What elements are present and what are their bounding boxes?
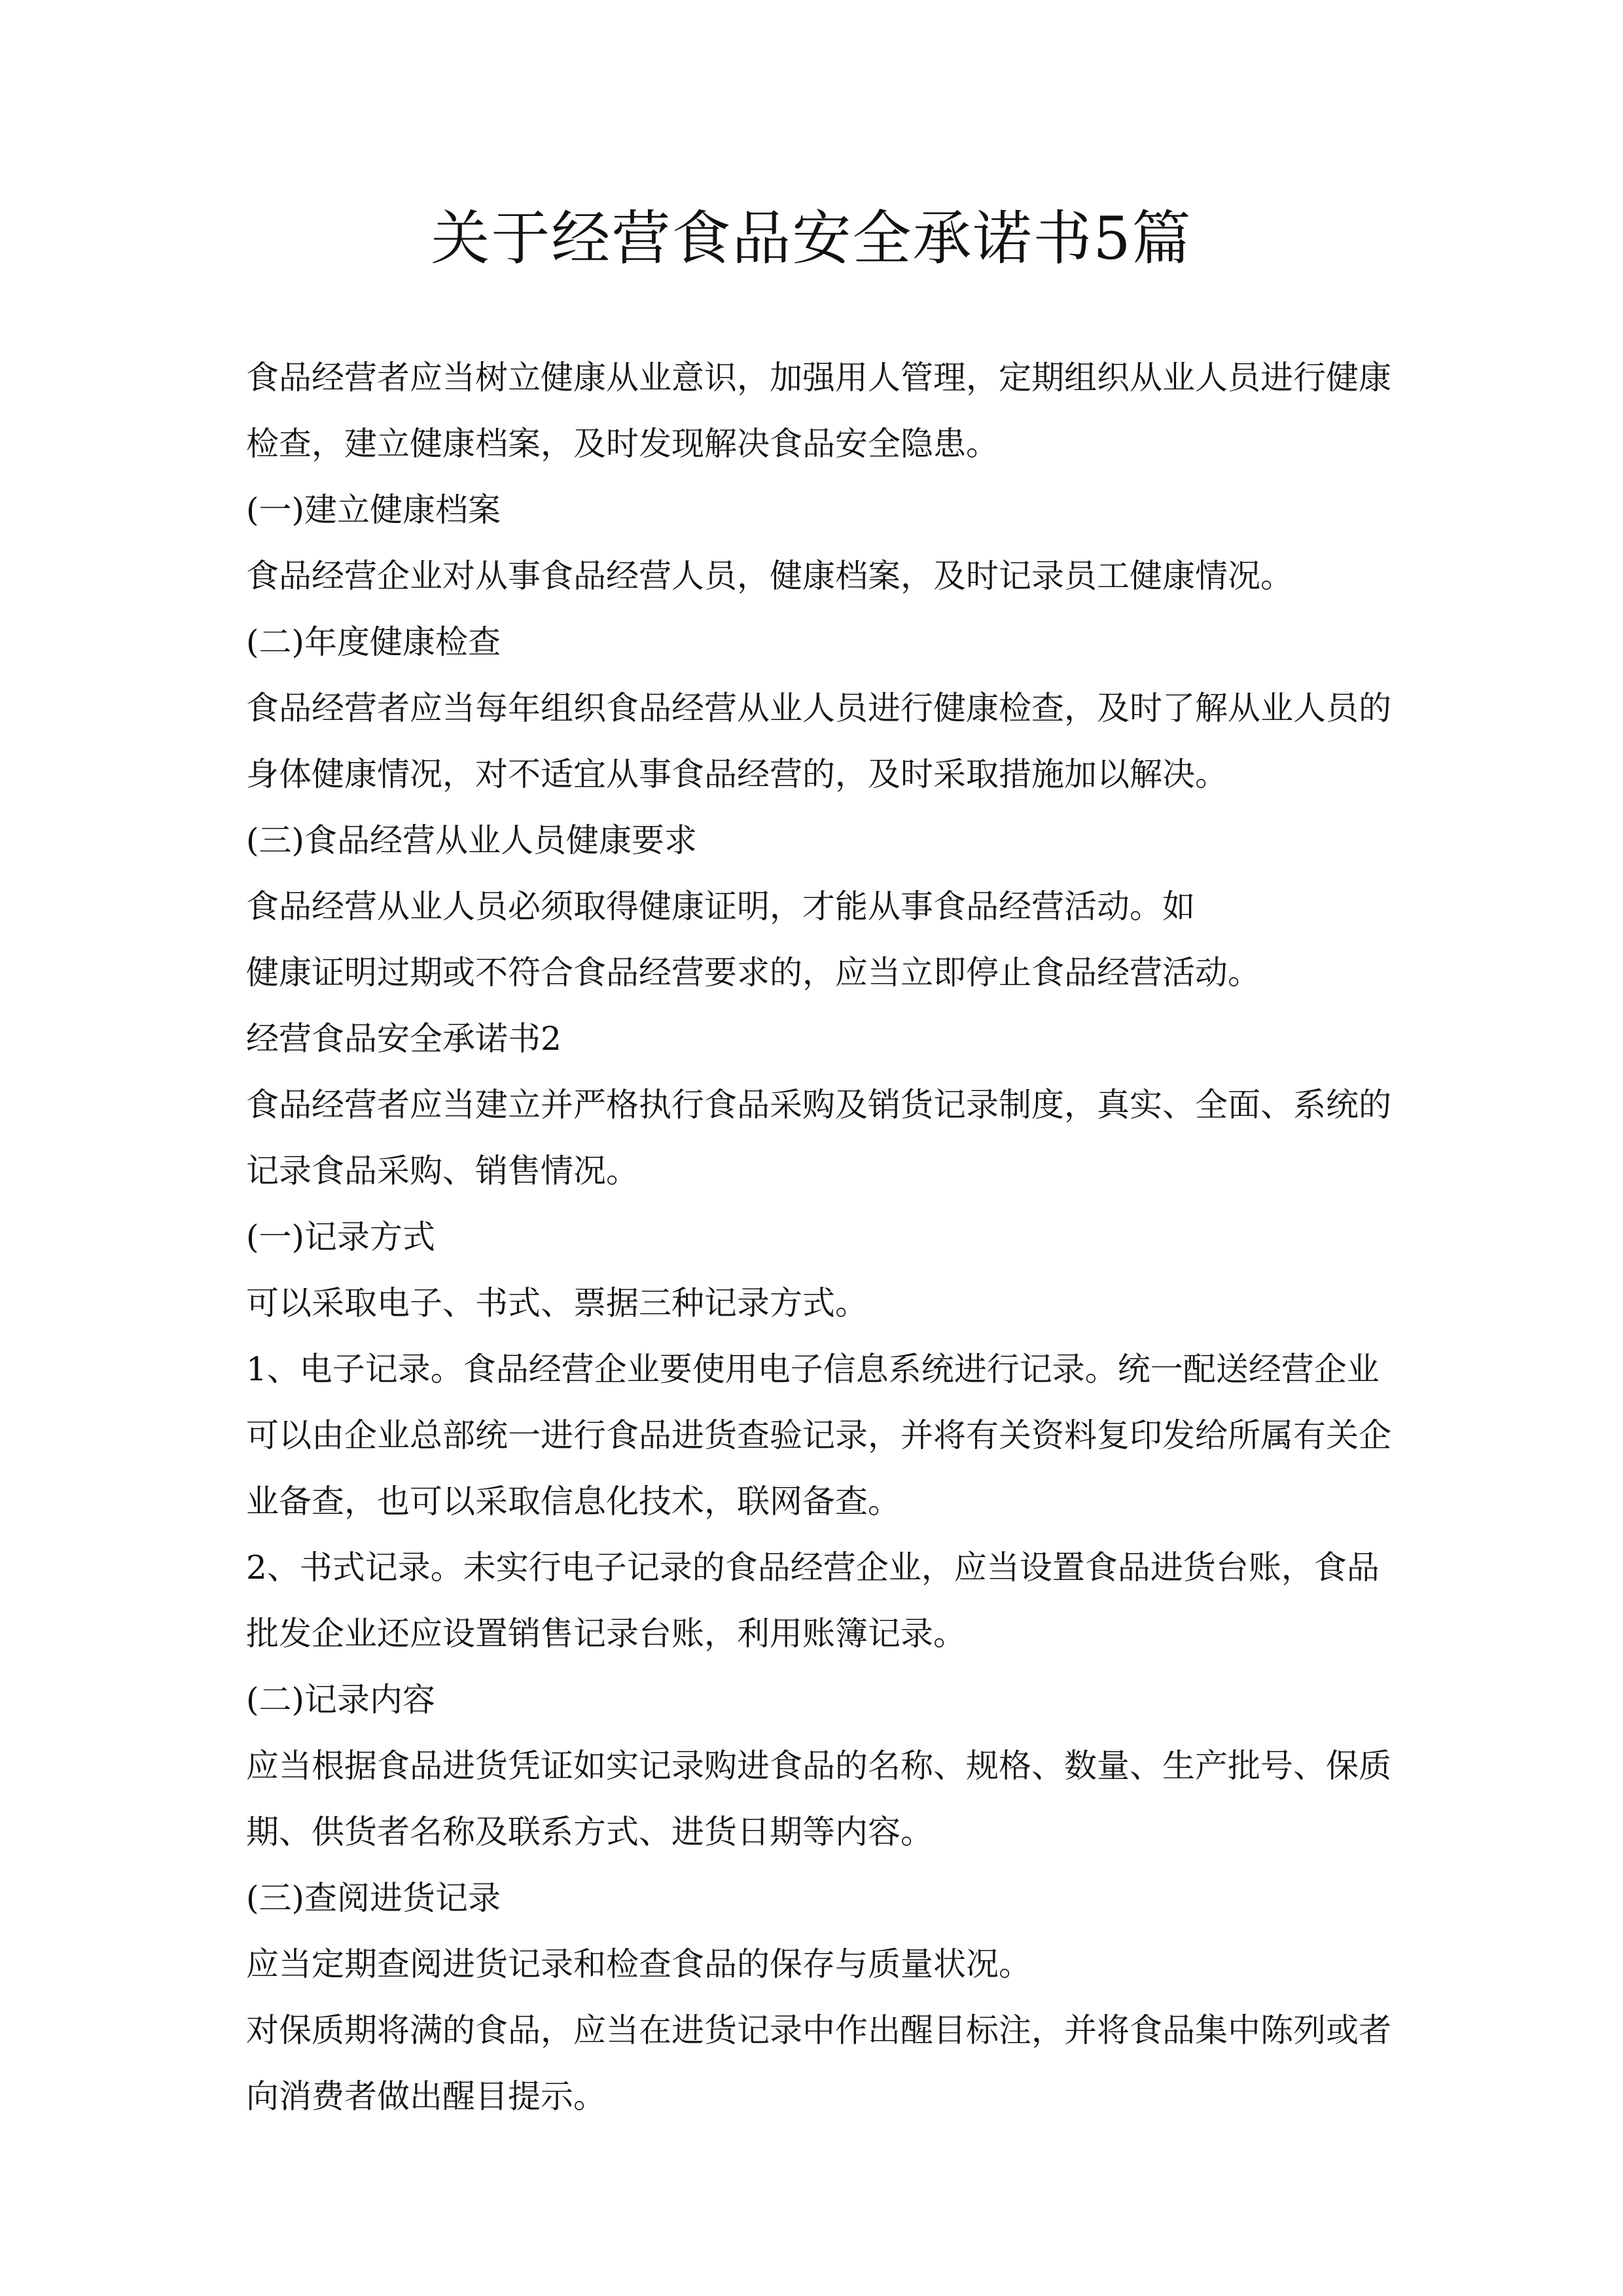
text-line: 应当定期查阅进货记录和检查食品的保存与质量状况。: [246, 1945, 1031, 1983]
text-line: 检查，建立健康档案，及时发现解决食品安全隐患。: [246, 425, 999, 463]
text-line: (二)年度健康检查: [246, 623, 501, 661]
text-line: 食品经营从业人员必须取得健康证明，才能从事食品经营活动。如: [246, 888, 1195, 925]
document-title: 关于经营食品安全承诺书5篇: [431, 204, 1192, 273]
text-line: (二)记录内容: [246, 1681, 436, 1719]
text-line: 身体健康情况，对不适宜从事食品经营的，及时采取措施加以解决。: [246, 755, 1228, 793]
text-line: 批发企业还应设置销售记录台账，利用账簿记录。: [246, 1615, 966, 1653]
text-line: 可以采取电子、书式、票据三种记录方式。: [246, 1284, 868, 1322]
text-line: 业备查，也可以采取信息化技术，联网备查。: [246, 1482, 901, 1520]
text-line: 健康证明过期或不符合食品经营要求的，应当立即停止食品经营活动。: [246, 954, 1260, 992]
text-line: (三)查阅进货记录: [246, 1879, 501, 1917]
text-line: 食品经营者应当每年组织食品经营从业人员进行健康检查，及时了解从业人员的: [246, 689, 1391, 727]
text-line: 食品经营企业对从事食品经营人员，健康档案，及时记录员工健康情况。: [246, 557, 1293, 595]
text-line: 期、供货者名称及联系方式、进货日期等内容。: [246, 1813, 933, 1851]
text-line: 记录食品采购、销售情况。: [246, 1152, 639, 1190]
text-line: 经营食品安全承诺书2: [246, 1020, 562, 1058]
document-body: [246, 345, 1391, 2130]
text-line: 食品经营者应当树立健康从业意识，加强用人管理，定期组织从业人员进行健康: [246, 359, 1391, 397]
text-line: 2、书式记录。未实行电子记录的食品经营企业，应当设置食品进货台账，食品: [246, 1549, 1380, 1587]
text-line: 应当根据食品进货凭证如实记录购进食品的名称、规格、数量、生产批号、保质: [246, 1747, 1391, 1785]
text-line: 可以由企业总部统一进行食品进货查验记录，并将有关资料复印发给所属有关企: [246, 1416, 1391, 1454]
text-line: (一)记录方式: [246, 1218, 436, 1256]
text-line: 食品经营者应当建立并严格执行食品采购及销货记录制度，真实、全面、系统的: [246, 1086, 1391, 1124]
text-line: (一)建立健康档案: [246, 491, 501, 529]
text-line: 对保质期将满的食品，应当在进货记录中作出醒目标注，并将食品集中陈列或者: [246, 2011, 1391, 2049]
text-line: 1、电子记录。食品经营企业要使用电子信息系统进行记录。统一配送经营企业: [246, 1350, 1380, 1388]
text-line: (三)食品经营从业人员健康要求: [246, 821, 698, 859]
text-line: 向消费者做出醒目提示。: [246, 2077, 606, 2115]
